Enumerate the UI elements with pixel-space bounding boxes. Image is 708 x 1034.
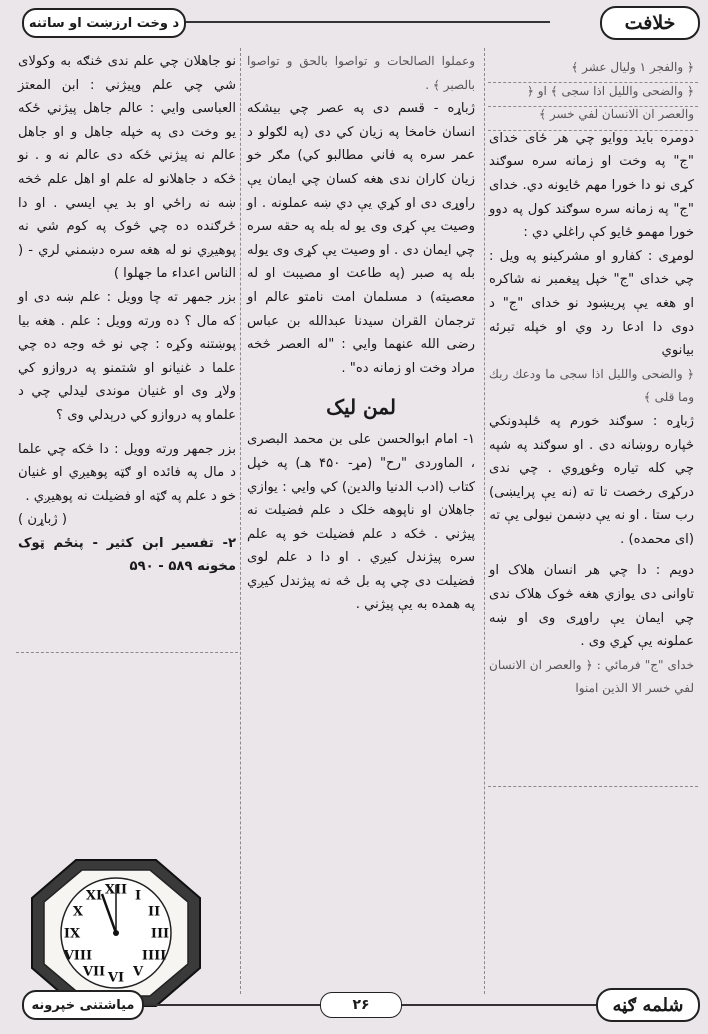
clock-numeral: VI — [107, 970, 125, 986]
column-right — [489, 56, 694, 701]
paragraph: ژباړه : سوګند خورم په ځلېدونکي څپاره روښانه دى . او سوګند په شپه چي کله تياره وغوړوي . چي ندى درکړى رخصت تا ته (نه يې پرايښى) رب ستا . او نه يې دښمن نيولى يې ته — [489, 413, 694, 524]
publication-frequency-box — [22, 990, 144, 1020]
clock-numeral: II — [148, 904, 161, 920]
column-left — [18, 50, 236, 579]
clock-numeral: I — [134, 888, 142, 904]
clock-numeral: XII — [104, 882, 128, 898]
column-divider-left — [240, 48, 241, 994]
verse-line: وعملوا الصالحات و تواصوا بالحق و تواصوا بالصبر ﴾ . — [247, 54, 475, 92]
verse-line: ﴿ والضحى والليل اذا سجى ما ودعك ربك وما قلى ﴾ — [489, 366, 694, 405]
paragraph: بزر جمهر ورته وويل : دا څکه چي علما د مال په فائده او ګټه پوهيږي او غنيان خو د علم په ګټه او فضيلت نه پوهيږي . — [18, 441, 236, 504]
paragraph: ۱- امام ابوالحسن على بن محمد البصرى ، الماوردى "رح" (مړ- ۴۵۰ هـ) په خپل کتاب (ادب الدنيا والدين) کي وايي : يوازي جاهلان او ناپوهه خلک د علم فضيلت نه پيژني . څکه د علم فضيلت خو په علم سره پيژندل کيږي . او دا د علم لوى فضيلت دى چي په بل څه نه پيژندل کيږي په همده به يې پيژني . — [247, 432, 475, 613]
paragraph-rule — [488, 786, 698, 787]
paragraph: نو جاهلان چي علم ندى څنګه به وکولاى شي چي علم وپيژني : ابن المعتز العباسى وايي : عالم جاهل پيژني ځکه يو وخت دى په خپله جاهل و او جاهل عالم نه پيژني ځکه دى عالم نه و . نو څکه د جاهلانو له علم او اهل علم څخه ښه نه راځي او بد يې ايسي . او دا ځرګنده ده چي څوک په کوم شي نه پوهيږي نو له هغه سره دښمني لري - ( الناس اعداء ما جهلوا ) — [18, 54, 236, 282]
column-divider-right — [484, 48, 485, 994]
header-divider — [182, 21, 550, 23]
section-title-box — [22, 8, 186, 38]
page-footer — [22, 990, 700, 1030]
verse-line: خداى "ج" فرمائي : ﴿ والعصر ان الانسان لفي خسر الا الذين امنوا — [489, 657, 694, 696]
clock-numeral: III — [150, 926, 170, 942]
column-middle — [247, 50, 475, 617]
brand-title: خلافت — [624, 12, 676, 34]
clock-illustration — [30, 858, 202, 1008]
page-number: ۲۶ — [320, 992, 402, 1018]
clock-numeral: VII — [82, 964, 106, 980]
issue-number: شلمه ګڼه — [612, 994, 684, 1016]
references-heading: لمن ليک — [326, 395, 396, 420]
publication-frequency: مياشتنى خپرونه — [31, 997, 135, 1013]
clock-numeral: V — [132, 964, 144, 980]
issue-number-box — [596, 988, 700, 1022]
paragraph-rule — [16, 652, 238, 653]
brand-box — [600, 6, 700, 40]
clock-numeral: VIII — [63, 948, 93, 964]
paragraph: دومره بايد ووايو چي هر ځاى خداى "ج" په وخت او زمانه سره سوګند کړى نو دا خورا مهم ځايونه دي. خداى "ج" په زمانه سره سوګند کول په دوو خورا مهمو ځايو کې راغلي دي : — [489, 130, 694, 241]
verse-line: والعصر ان الانسان لفي خسر ﴾ — [538, 107, 694, 122]
paragraph: لومړى : کفارو او مشرکينو په ويل : چي خداى "ج" خپل پيغمبر نه شاکره او هغه يې پريښود نو خداى "ج" د دوى دا ادعا رد وي او خپله تبرئه بيانوي — [489, 248, 694, 359]
translator-note: ( ژباړن ) — [18, 512, 67, 528]
paragraph: ژباړه - قسم دى په عصر چي بيشکه انسان خامخا په زيان کي دى (په لګولو د عمر سره په فاني مطالبو کي) مګر خو زيان کاران ندى هغه کسان چي ايمان يې راوړى دى او کړي يې دي ښه عملونه . او وصيت يې کړى وى يو له بله په حقه سره چي ايمان دى . او وصيت يې کړى وى يوله بله په صبر (په طاعت او مصيبت او له معصيته) د مسلمان امت نامتو عالم او ترجمان القران سيدنا عبدالله بن عباس رضى الله عنهما وايي : "له العصر څخه مراد وخت او زمانه ده" . — [247, 101, 475, 376]
clock-icon — [30, 858, 202, 1008]
verse-line: ﴿ والفجر ۱ وليال عشر ﴾ — [571, 60, 694, 74]
verse-line: ﴿ والضحى والليل اذا سجى ﴾ او ﴿ — [526, 83, 694, 98]
paragraph: (اى محمده) . — [620, 531, 694, 547]
paragraph: بزر جمهر ته چا وويل : علم ښه دى او که مال ؟ ده ورته وويل : علم . هغه بيا پوښتنه وکړه : چي نو څه وجه ده چي علما د غنيانو او شتمنو په دروازو کي ولاړ وى او غنيان موندى ليدلي چي د علماو په دروازو کي درېدلي وى ؟ — [18, 289, 236, 423]
section-title: د وخت ارزښت او ساتنه — [28, 15, 180, 31]
clock-numeral: IX — [63, 926, 81, 942]
reference-citation: ۲- تفسير ابن کثير - پنځم ټوک مخونه ۵۸۹ - ۵۹۰ — [18, 535, 236, 575]
paragraph: دويم : دا چي هر انسان هلاک او تاوانى دى يوازي هغه څوک هلاک ندى چي ايمان يې راوړى وى او ښه عملونه يې کړي وى . — [489, 563, 694, 650]
clock-numeral: IIII — [141, 948, 167, 964]
clock-numeral: XI — [85, 888, 103, 904]
page-header — [22, 8, 700, 36]
clock-numeral: X — [72, 904, 83, 920]
